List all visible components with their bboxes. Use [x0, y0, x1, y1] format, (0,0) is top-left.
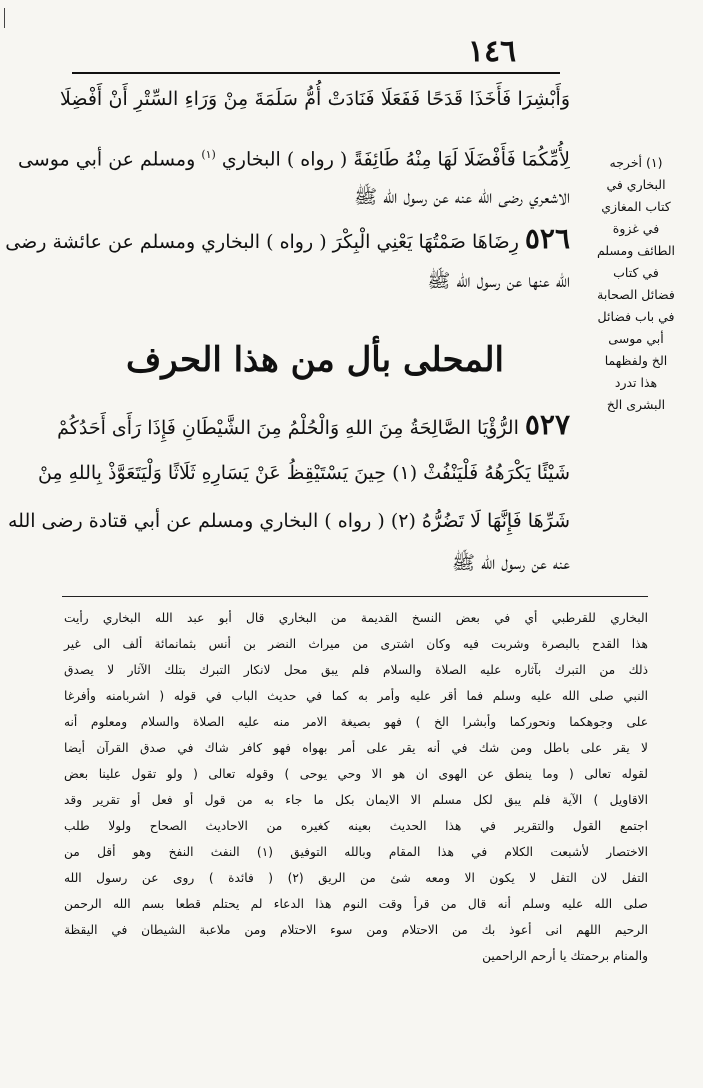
hadith-525-line-3: الاشعري رضى الله عنه عن رسول الله ﷺ [354, 186, 570, 208]
hadith-527-line-3: شَرِّهَا فَإِنَّهَا لَا تَضُرُّهُ (٢) ( رواه ) البخاري ومسلم عن أبي قتادة رضى الله [7, 510, 570, 532]
hadith-527-line-2: شَيْئًا يَكْرَهُهُ فَلْيَنْفُثْ (١) حِينَ يَسْتَيْقِظُ عَنْ يَسَارِهِ ثَلَاثًا وَلْيَتَعَوَّذْ بِاللهِ مِنْ [37, 462, 570, 484]
margin-note-line: البخاري في [606, 177, 666, 192]
margin-note-line: أبي موسى [608, 331, 664, 346]
margin-note-line: في باب فضائل [597, 309, 675, 324]
hadith-526-line-1 [5, 222, 570, 257]
hadith-number-526: ٥٢٦ [524, 222, 570, 255]
footnote-line: الاختصار لأشبعت الكلام في هذا المقام وبالله التوفيق (١) النفث النفخ وهو أقل من [64, 845, 649, 859]
margin-note-line: البشرى الخ [606, 397, 666, 412]
hadith-525-line-1: وَأَبْشِرَا فَأَخَذَا قَدَحًا فَفَعَلَا فَنَادَتْ أُمُّ سَلَمَةَ مِنْ وَرَاءِ السِّتْرِ أَنْ أَفْضِلَا [60, 88, 570, 110]
footnote-line: اجتمع القول والتقرير في هذا الحديث بعينه كغيره من الاحاديث الصحاح ولولا طلب [64, 819, 648, 833]
footnote-line: ذلك من التبرك بآثاره عليه الصلاة والسلام فلم يبق محل لانكار التبرك بتلك الآثار لا يصدق [64, 663, 648, 677]
margin-note [574, 152, 698, 416]
hadith-526-line-2: الله عنها عن رسول الله ﷺ [427, 270, 570, 292]
hadith-526-text-1: رِضَاهَا صَمْتُهَا يَعْنِي الْبِكْرَ ( رواه ) البخاري ومسلم عن عائشة رضى [5, 231, 519, 253]
footnote-line: على وجوهكما ونحوركما وأبشرا الخ ) فهو بصيغة الامر منه عليه الصلاة والسلام ومعلوم أنه [64, 715, 648, 729]
footnote-line: والمنام برحمتك يا أرحم الراحمين [482, 949, 648, 963]
footnote-rule [62, 596, 648, 597]
hadith-527-text-1: الرُّؤْيَا الصَّالِحَةُ مِنَ اللهِ وَالْحُلْمُ مِنَ الشَّيْطَانِ فَإِذَا رَأَى أَحَدُكُمْ [57, 417, 519, 439]
margin-note-line: في كتاب [613, 265, 659, 280]
footnote-line: النبي صلى الله عليه وسلم فما أقر عليه وأمر به كما في حديث الباب في قوله ( اشربامنه وأفرغا [64, 689, 648, 703]
hadith-527-line-1 [57, 408, 570, 443]
margin-note-line: كتاب المغازي [601, 199, 671, 214]
footnote-line: لقوله تعالى ( وما ينطق عن الهوى ان هو الا وحي يوحى ) وقوله تعالى ( ولو تقول علينا بعض [64, 767, 648, 781]
footnote-line: صلى الله عليه وسلم أنه قال من قرأ وقت النوم هذا الدعاء لم يحتلم قطعا بسم الله الرحمن [64, 897, 648, 911]
hadith-number-527: ٥٢٧ [524, 408, 570, 441]
margin-note-line: الخ ولفظهما [604, 353, 668, 368]
margin-note-line: الطائف ومسلم [596, 243, 676, 258]
hadith-527-line-4: عنه عن رسول الله ﷺ [452, 552, 570, 574]
hadith-525-line-2 [17, 140, 570, 174]
footnote-line: الاقاويل ) الآية فلم يبق لكل مسلم الا الايمان بكل ما جاء به من قول أو فعل أو تقرير وقد [64, 793, 648, 807]
footnote-line: هذا القدح بالبصرة وشربت فيه وكان اشترى من ميراث النضر بن أنس بثمانمائة ألف الى غير [64, 637, 648, 651]
footnote-line: لا يقر على باطل ومن شك في أنه يقر على أمر بهواه فهو كافر شاك في صدق القرآن أيضا [64, 741, 648, 755]
footnote-line: التفل لان التفل لا يكون الا ومعه شئ من الريق (٢) ( فائدة ) روى عن رسول الله [64, 871, 649, 885]
footnote-marker: (١) [201, 148, 216, 161]
header-rule [72, 72, 560, 74]
page-edge-mark [4, 8, 5, 28]
margin-note-line: فضائل الصحابة [597, 287, 675, 302]
margin-note-line: (١) أخرجه [609, 155, 663, 170]
margin-note-line: هذا تدرد [614, 375, 658, 390]
hadith-525-line-2-tail: ومسلم عن أبي موسى [17, 148, 196, 171]
section-heading: المحلى بأل من هذا الحرف [126, 340, 504, 380]
footnote-line: البخاري للقرطبي أي في بعض النسخ القديمة من البخاري قال أبو عبد الله البخاري رأيت [64, 611, 648, 625]
margin-note-line: في غزوة [612, 221, 660, 236]
page-number: ١٤٦ [467, 34, 517, 69]
footnote-line: الرحيم اللهم انى أعوذ بك من الاحتلام ومن سوء الاحتلام ومن ملاعبة الشيطان في اليقظة [64, 923, 648, 937]
hadith-525-line-2-text: لِأُمِّكُمَا فَأَفْضَلَا لَهَا مِنْهُ طَائِفَةً ( رواه ) البخاري [221, 148, 570, 171]
